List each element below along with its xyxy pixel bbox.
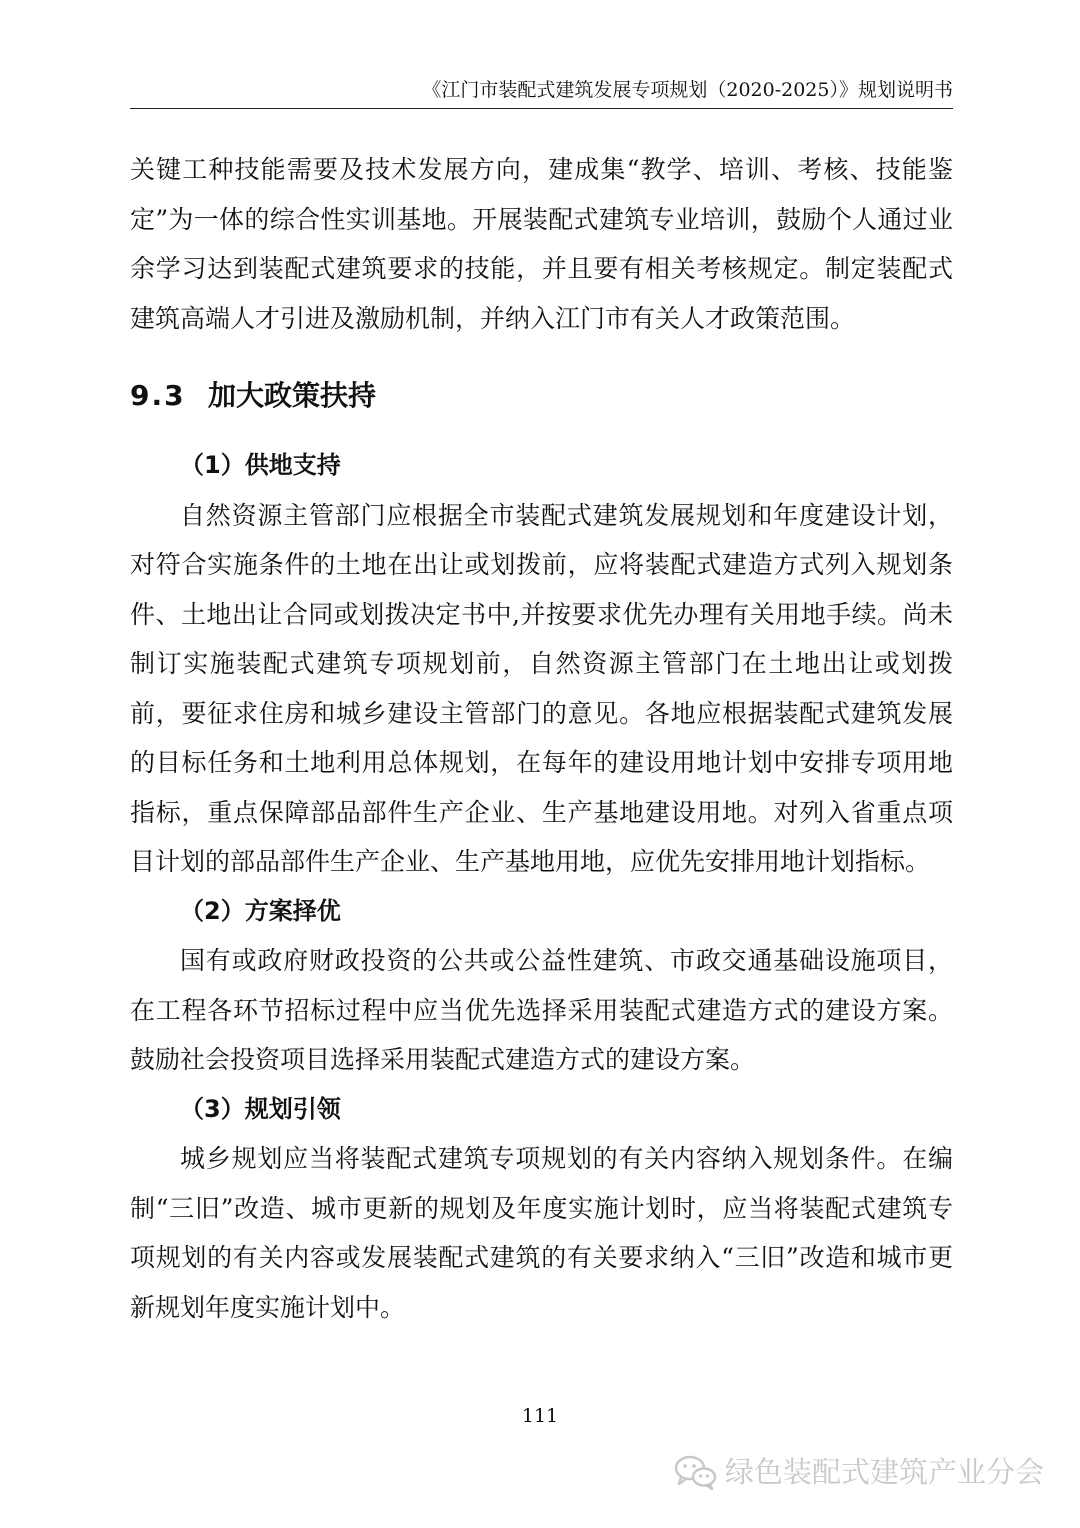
section-title: 加大政策扶持 xyxy=(208,379,377,412)
watermark-text: 绿色装配式建筑产业分会 xyxy=(724,1455,1044,1489)
page-body xyxy=(130,145,953,1332)
section-heading xyxy=(130,371,953,421)
running-header xyxy=(130,76,953,109)
wechat-icon xyxy=(673,1454,717,1490)
subsection-heading: （2）方案择优 xyxy=(180,896,341,925)
subsection-paragraph: 国有或政府财政投资的公共或公益性建筑、市政交通基础设施项目，在工程各环节招标过程中应当优先选择采用装配式建造方式的建设方案。鼓励社会投资项目选择采用装配式建造方式的建设方案。 xyxy=(130,946,953,1074)
watermark xyxy=(673,1452,1044,1492)
subsection-paragraph: 城乡规划应当将装配式建筑专项规划的有关内容纳入规划条件。在编制“三旧”改造、城市更新的规划及年度实施计划时，应当将装配式建筑专项规划的有关内容或发展装配式建筑的有关要求纳入“三旧”改造和城市更新规划年度实施计划中。 xyxy=(130,1144,953,1322)
section-number: 9.3 xyxy=(130,379,186,412)
subsection-land-supply xyxy=(130,441,953,887)
subsection-heading: （3）规划引领 xyxy=(180,1094,341,1123)
page-number: 111 xyxy=(521,1405,559,1427)
document-title: 《江门市装配式建筑发展专项规划（2020-2025）》规划说明书 xyxy=(422,79,953,101)
subsection-paragraph: 自然资源主管部门应根据全市装配式建筑发展规划和年度建设计划，对符合实施条件的土地在出让或划拨前，应将装配式建造方式列入规划条件、土地出让合同或划拨决定书中,并按要求优先办理有关用地手续。尚未制订实施装配式建筑专项规划前，自然资源主管部门在土地出让或划拨前，要征求住房和城乡建设主管部门的意见。各地应根据装配式建筑发展的目标任务和土地利用总体规划，在每年的建设用地计划中安排专项用地指标，重点保障部品部件生产企业、生产基地建设用地。对列入省重点项目计划的部品部件生产企业、生产基地用地，应优先安排用地计划指标。 xyxy=(130,500,953,876)
subsection-scheme-selection xyxy=(130,887,953,1085)
subsection-heading: （1）供地支持 xyxy=(180,451,341,479)
intro-paragraph: 关键工种技能需要及技术发展方向，建成集“教学、培训、考核、技能鉴定”为一体的综合性实训基地。开展装配式建筑专业培训，鼓励个人通过业余学习达到装配式建筑要求的技能，并且要有相关考核规定。制定装配式建筑高端人才引进及激励机制，并纳入江门市有关人才政策范围。 xyxy=(130,155,953,333)
subsection-planning-guidance xyxy=(130,1085,953,1333)
